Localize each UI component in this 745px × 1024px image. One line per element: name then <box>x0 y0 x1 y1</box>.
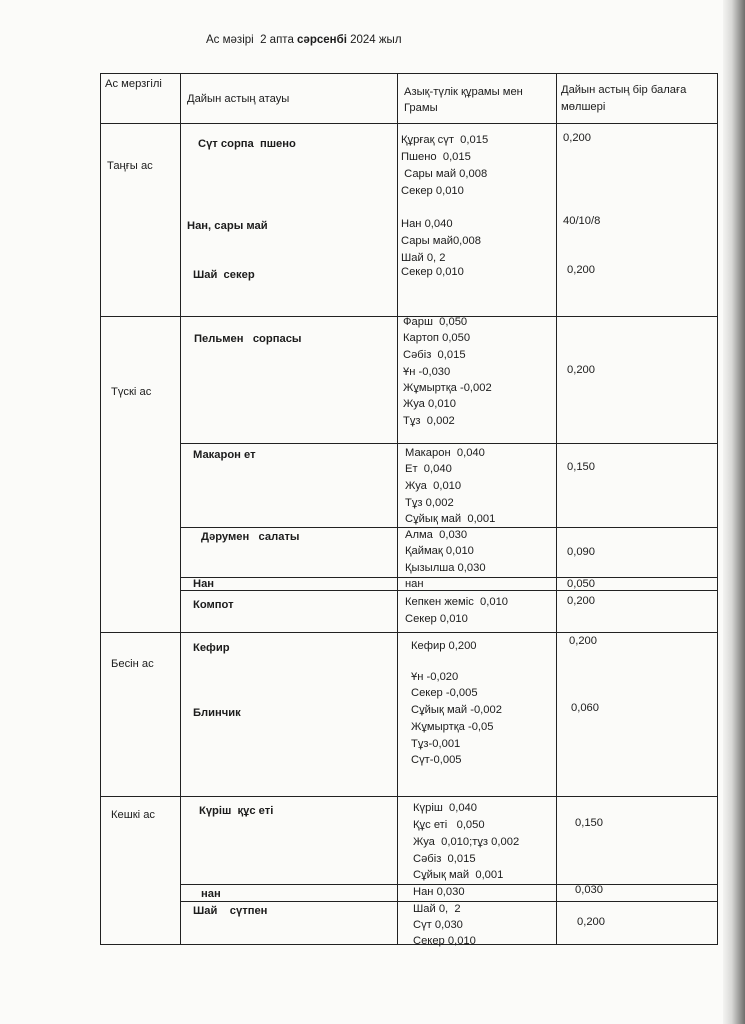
ingredient-line: Макарон 0,040 <box>405 447 485 459</box>
portion-pelmen-soup: 0,200 <box>567 364 595 376</box>
ingredient-line: Пшено 0,015 <box>401 151 471 163</box>
ingredient-line: Кефир 0,200 <box>411 640 477 652</box>
ingredient-line: Нан 0,040 <box>401 218 453 230</box>
portion-bread-butter: 40/10/8 <box>563 215 601 227</box>
ingredient-line: Сары май 0,008 <box>401 168 488 180</box>
ingredient-line: Картоп 0,050 <box>403 332 471 344</box>
dish-bread-dinner: нан <box>201 888 221 900</box>
row-divider-lunch-2 <box>180 443 718 444</box>
portion-compote: 0,200 <box>567 595 595 607</box>
portion-macaroni-meat: 0,150 <box>567 461 595 473</box>
header-meal-time: Ас мерзгілі <box>105 78 162 90</box>
header-ingredients-2: Грамы <box>404 102 438 114</box>
portion-blinchik: 0,060 <box>571 702 599 714</box>
ingredient-line: Сары май0,008 <box>401 235 481 247</box>
header-portion-2: мөлшері <box>561 101 606 113</box>
dish-rice-chicken: Күріш құс еті <box>199 805 274 817</box>
ingredient-line: Ет 0,040 <box>405 463 452 475</box>
dish-kefir: Кефир <box>193 642 230 654</box>
dish-macaroni-meat: Макарон ет <box>193 449 256 461</box>
ingredient-line: Құрғақ сүт 0,015 <box>401 134 489 146</box>
title-day: сәрсенбі <box>297 34 347 46</box>
row-divider-header <box>101 123 718 124</box>
portion-bread-dinner: 0,030 <box>575 884 603 896</box>
portion-rice-chicken: 0,150 <box>575 817 603 829</box>
col-divider-1 <box>180 74 181 945</box>
ingredient-line: Сүт 0,030 <box>413 919 463 931</box>
row-divider-lunch-4 <box>180 577 718 578</box>
dish-tea-milk: Шай сүтпен <box>193 905 268 917</box>
title-prefix: Ас мәзірі 2 апта <box>206 34 298 46</box>
ingredient-line: Сұйық май 0,001 <box>413 869 504 881</box>
ingredient-line: Шай 0, 2 <box>401 252 446 264</box>
ingredient-line: Жуа 0,010;тұз 0,002 <box>413 836 520 848</box>
ingredient-line: нан <box>405 578 424 590</box>
menu-table <box>100 73 718 945</box>
dish-bread-butter: Нан, сары май <box>187 220 268 232</box>
dish-vitamin-salad: Дәрумен салаты <box>201 531 300 543</box>
header-ingredients-1: Азық-түлік құрамы мен <box>404 86 523 98</box>
row-divider-lunch <box>101 632 718 633</box>
dish-bread: Нан <box>193 578 215 590</box>
ingredient-line: Күріш 0,040 <box>413 802 478 814</box>
page-edge-shadow <box>723 0 745 1024</box>
ingredient-line: Ұн -0,030 <box>403 366 451 378</box>
ingredient-line: Жұмыртқа -0,002 <box>403 382 492 394</box>
meal-snack: Бесін ас <box>111 658 154 670</box>
ingredient-line: Тұз 0,002 <box>403 415 455 427</box>
title-year: 2024 жыл <box>346 34 402 46</box>
ingredient-line: Кепкен жеміс 0,010 <box>405 596 509 608</box>
row-divider-snack <box>101 796 718 797</box>
dish-compote: Компот <box>193 599 234 611</box>
dish-tea-sugar: Шай секер <box>193 269 255 281</box>
ingredient-line: Секер 0,010 <box>401 185 464 197</box>
ingredient-line: Секер 0,010 <box>405 613 468 625</box>
ingredient-line: Шай 0, 2 <box>413 903 461 915</box>
portion-milk-soup: 0,200 <box>563 132 591 144</box>
ingredient-line: Сұйық май 0,001 <box>405 513 496 525</box>
col-divider-3 <box>556 74 557 945</box>
ingredient-line: Сәбіз 0,015 <box>403 349 466 361</box>
ingredient-line: Жуа 0,010 <box>405 480 462 492</box>
ingredient-line: Сұйық май -0,002 <box>411 704 502 716</box>
ingredient-line: Тұз-0,001 <box>411 738 461 750</box>
ingredient-line: Қызылша 0,030 <box>405 562 486 574</box>
ingredient-line: Алма 0,030 <box>405 529 468 541</box>
ingredient-line: Жұмыртқа -0,05 <box>411 721 494 733</box>
ingredient-line: Ұн -0,020 <box>411 671 459 683</box>
portion-tea-milk: 0,200 <box>577 916 605 928</box>
ingredient-line: Тұз 0,002 <box>405 497 454 509</box>
meal-lunch: Түскі ас <box>111 386 152 398</box>
dish-milk-soup: Сүт сорпа пшено <box>198 138 296 150</box>
portion-tea-sugar: 0,200 <box>567 264 595 276</box>
header-dish-name: Дайын астың атауы <box>187 93 290 105</box>
ingredient-line: Секер 0,010 <box>413 935 476 947</box>
meal-dinner: Кешкі ас <box>111 809 156 821</box>
ingredient-line: Фарш 0,050 <box>403 316 468 328</box>
row-divider-lunch-5 <box>180 590 718 591</box>
portion-bread: 0,050 <box>567 578 595 590</box>
dish-pelmen-soup: Пельмен сорпасы <box>194 333 302 345</box>
portion-kefir: 0,200 <box>569 635 597 647</box>
col-divider-2 <box>397 74 398 945</box>
meal-breakfast: Таңғы ас <box>107 160 153 172</box>
portion-vitamin-salad: 0,090 <box>567 546 595 558</box>
ingredient-line: Секер -0,005 <box>411 687 478 699</box>
ingredient-line: Құс еті 0,050 <box>413 819 485 831</box>
ingredient-line: Қаймақ 0,010 <box>405 545 474 557</box>
ingredient-line: Сүт-0,005 <box>411 754 462 766</box>
header-portion-1: Дайын астың бір балаға <box>561 84 687 96</box>
ingredient-line: Жуа 0,010 <box>403 398 456 410</box>
page-title <box>206 34 402 46</box>
ingredient-line: Нан 0,030 <box>413 886 465 898</box>
dish-blinchik: Блинчик <box>193 707 241 719</box>
ingredient-line: Секер 0,010 <box>401 266 464 278</box>
ingredient-line: Сәбіз 0,015 <box>413 853 476 865</box>
